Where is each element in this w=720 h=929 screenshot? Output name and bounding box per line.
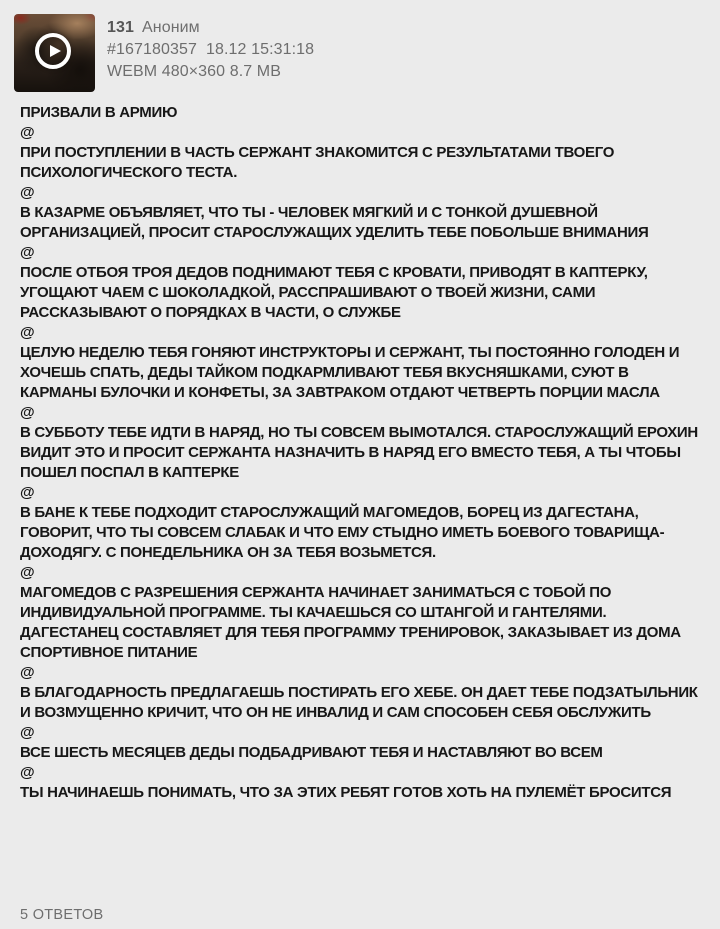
play-icon[interactable] [35,33,71,69]
paragraph-separator: @ [20,664,35,681]
file-info: WEBM 480×360 8.7 MB [107,63,281,80]
paragraph-separator: @ [20,244,35,261]
post-paragraph: В КАЗАРМЕ ОБЪЯВЛЯЕТ, ЧТО ТЫ - ЧЕЛОВЕК МЯГКИЙ И С ТОНКОЙ ДУШЕВНОЙ ОРГАНИЗАЦИЕЙ, ПРОСИТ СТАРОСЛУЖАЩИХ УДЕЛИТЬ ТЕБЕ ПОБОЛЬШЕ ВНИМАНИЯ [20,204,649,241]
reply-number: 131 [107,19,134,36]
paragraph-separator: @ [20,724,35,741]
post-paragraph: ПРИ ПОСТУПЛЕНИИ В ЧАСТЬ СЕРЖАНТ ЗНАКОМИТСЯ С РЕЗУЛЬТАТАМИ ТВОЕГО ПСИХОЛОГИЧЕСКОГО ТЕСТА. [20,144,615,181]
video-thumbnail[interactable] [14,14,95,92]
post-paragraph: В БАНЕ К ТЕБЕ ПОДХОДИТ СТАРОСЛУЖАЩИЙ МАГОМЕДОВ, БОРЕЦ ИЗ ДАГЕСТАНА, ГОВОРИТ, ЧТО ТЫ СОВСЕМ СЛАБАК И ЧТО ЕМУ СТЫДНО ИМЕТЬ БОЕВОГО ТОВАРИЩА-ДОХОДЯГУ. С ПОНЕДЕЛЬНИКА ОН ЗА ТЕБЯ ВОЗЬМЕТСЯ. [20,504,665,561]
post-paragraph: В БЛАГОДАРНОСТЬ ПРЕДЛАГАЕШЬ ПОСТИРАТЬ ЕГО ХЕБЕ. ОН ДАЕТ ТЕБЕ ПОДЗАТЫЛЬНИК И ВОЗМУЩЕННО КРИЧИТ, ЧТО ОН НЕ ИНВАЛИД И САМ СПОСОБЕН СЕБЯ ОБСЛУЖИТЬ [20,684,698,721]
post-paragraph: ЦЕЛУЮ НЕДЕЛЮ ТЕБЯ ГОНЯЮТ ИНСТРУКТОРЫ И СЕРЖАНТ, ТЫ ПОСТОЯННО ГОЛОДЕН И ХОЧЕШЬ СПАТЬ, ДЕДЫ ТАЙКОМ ПОДКАРМЛИВАЮТ ТЕБЯ ВКУСНЯШКАМИ, СУЮТ В КАРМАНЫ БУЛОЧКИ И КОНФЕТЫ, ЗА ЗАВТРАКОМ ОТДАЮТ ЧЕТВЕРТЬ ПОРЦИИ МАСЛА [20,344,680,401]
paragraph-separator: @ [20,564,35,581]
post-paragraph: ТЫ НАЧИНАЕШЬ ПОНИМАТЬ, ЧТО ЗА ЭТИХ РЕБЯТ ГОТОВ ХОТЬ НА ПУЛЕМЁТ БРОСИТСЯ [20,784,672,801]
post-paragraph: В СУББОТУ ТЕБЕ ИДТИ В НАРЯД, НО ТЫ СОВСЕМ ВЫМОТАЛСЯ. СТАРОСЛУЖАЩИЙ ЕРОХИН ВИДИТ ЭТО И ПРОСИТ СЕРЖАНТА НАЗНАЧИТЬ В НАРЯД ЕГО ВМЕСТО ТЕБЯ, А ТЫ ЧТОБЫ ПОШЕЛ ПОСПАЛ В КАПТЕРКЕ [20,424,698,481]
post-text [20,103,702,803]
paragraph-separator: @ [20,764,35,781]
post-paragraph: ПРИЗВАЛИ В АРМИЮ [20,104,178,121]
author-name: Аноним [142,19,200,36]
paragraph-separator: @ [20,484,35,501]
paragraph-separator: @ [20,404,35,421]
replies-link[interactable]: 5 ОТВЕТОВ [20,907,104,923]
post-id-link[interactable]: #167180357 [107,41,197,58]
post-paragraph: МАГОМЕДОВ С РАЗРЕШЕНИЯ СЕРЖАНТА НАЧИНАЕТ ЗАНИМАТЬСЯ С ТОБОЙ ПО ИНДИВИДУАЛЬНОЙ ПРОГРАММЕ. ТЫ КАЧАЕШЬСЯ СО ШТАНГОЙ И ГАНТЕЛЯМИ. ДАГЕСТАНЕЦ СОСТАВЛЯЕТ ДЛЯ ТЕБЯ ПРОГРАММУ ТРЕНИРОВОК, ЗАКАЗЫВАЕТ ИЗ ДОМА СПОРТИВНОЕ ПИТАНИЕ [20,584,681,661]
paragraph-separator: @ [20,124,35,141]
paragraph-separator: @ [20,184,35,201]
post-header-line2 [107,39,314,61]
post-header [107,17,314,83]
play-triangle-icon [50,45,61,57]
post-paragraph: ПОСЛЕ ОТБОЯ ТРОЯ ДЕДОВ ПОДНИМАЮТ ТЕБЯ С КРОВАТИ, ПРИВОДЯТ В КАПТЕРКУ, УГОЩАЮТ ЧАЕМ С ШОКОЛАДКОЙ, РАССПРАШИВАЮТ О ТВОЕЙ ЖИЗНИ, САМИ РАССКАЗЫВАЮТ О ПОРЯДКАХ В ЧАСТИ, О СЛУЖБЕ [20,264,648,321]
paragraph-separator: @ [20,324,35,341]
post-timestamp: 18.12 15:31:18 [205,41,315,58]
post-paragraph: ВСЕ ШЕСТЬ МЕСЯЦЕВ ДЕДЫ ПОДБАДРИВАЮТ ТЕБЯ И НАСТАВЛЯЮТ ВО ВСЕМ [20,744,603,761]
post-header-line1 [107,17,314,39]
